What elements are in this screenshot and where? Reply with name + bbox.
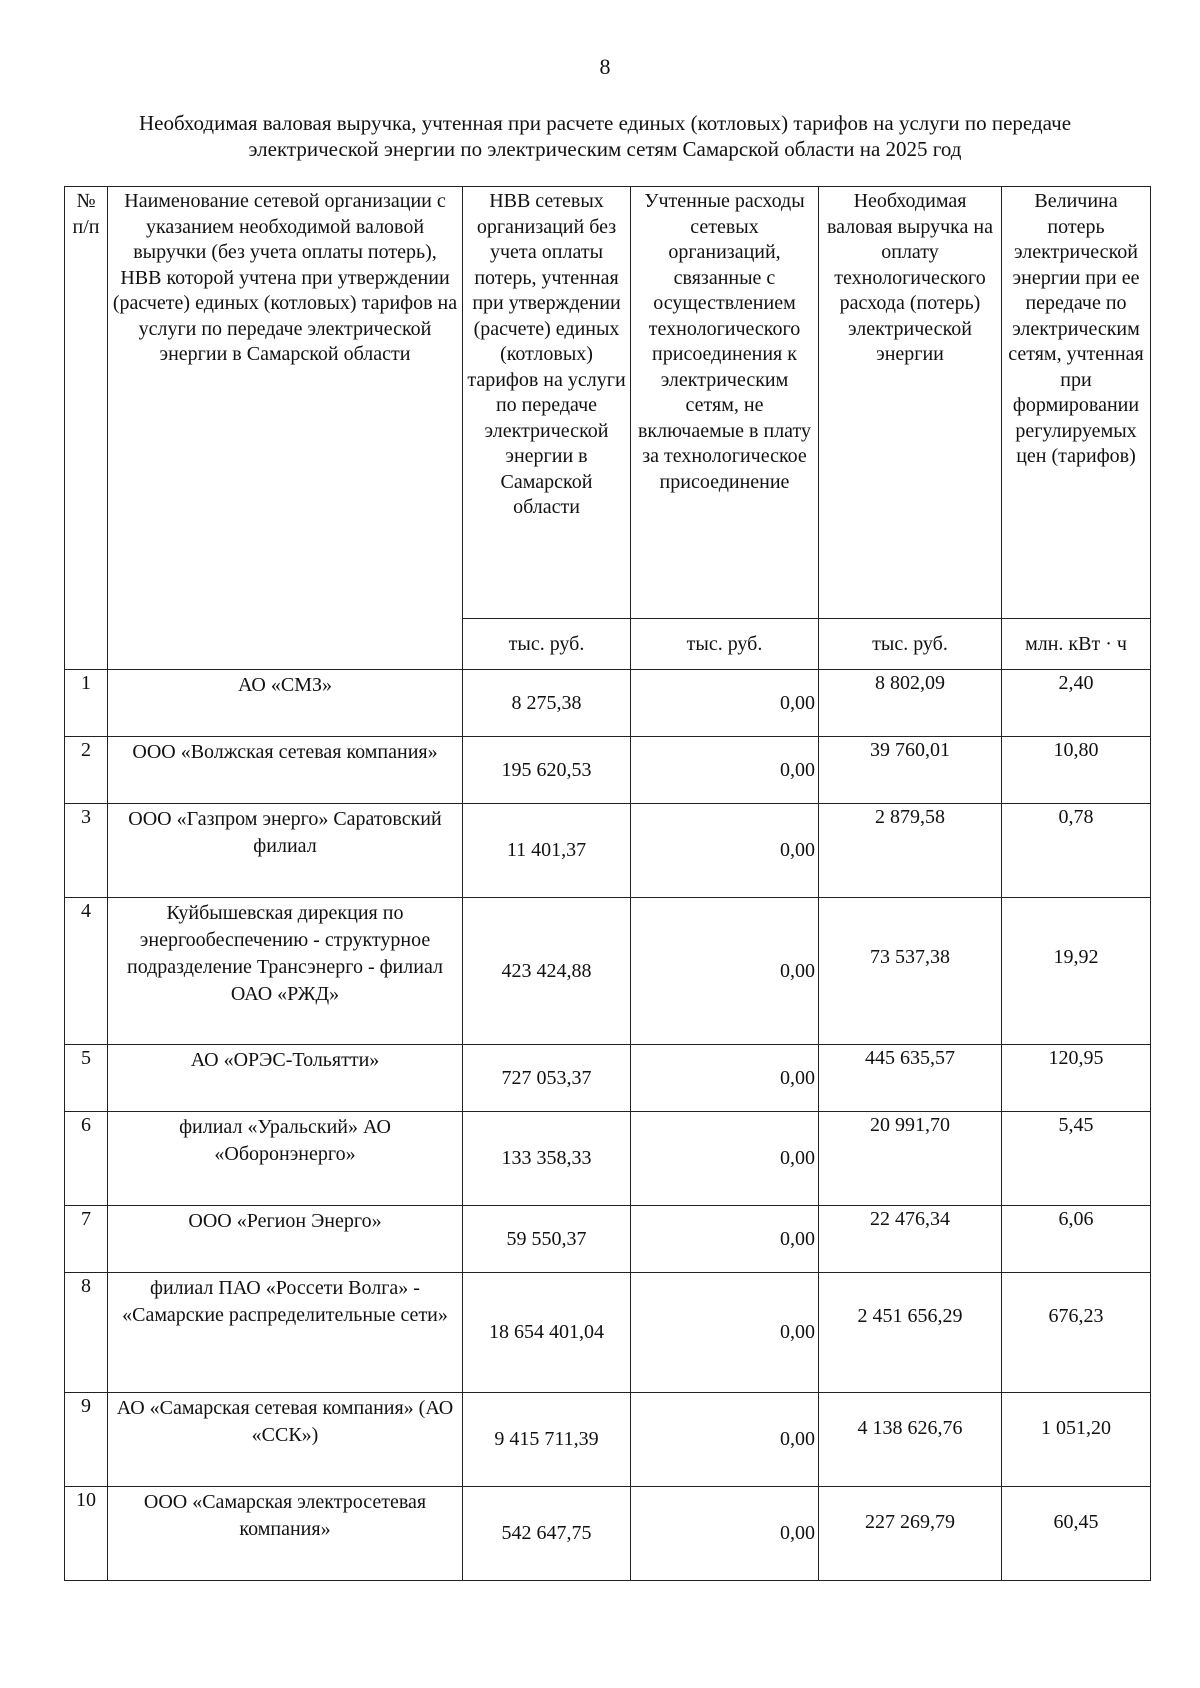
unit-nvv: тыс. руб.	[463, 619, 631, 670]
table-row	[65, 1112, 1151, 1206]
header-nvv: НВВ сетевых организаций без учета оплаты потерь, учтенная при утверждении (расчете) единых (котловых) тарифов на услуги по передаче электрической энергии в Самарской области	[463, 187, 631, 619]
nvv-losses-value: 39 760,01	[819, 737, 1002, 804]
nvv-losses-value: 445 635,57	[819, 1045, 1002, 1112]
header-num: № п/п	[65, 187, 108, 670]
nvv-losses-value: 2 879,58	[819, 804, 1002, 898]
nvv-value: 195 620,53	[463, 737, 631, 804]
losses-value: 1 051,20	[1002, 1393, 1151, 1487]
organization-name: филиал ПАО «Россети Волга» - «Самарские распределительные сети»	[108, 1273, 463, 1393]
header-losses: Величина потерь электрической энергии при ее передаче по электрическим сетям, учтенная при формировании регулируемых цен (тарифов)	[1002, 187, 1151, 619]
nvv-losses-value: 227 269,79	[819, 1487, 1002, 1581]
table-row	[65, 1273, 1151, 1393]
header-nvv-losses: Необходимая валовая выручка на оплату технологического расхода (потерь) электрической энергии	[819, 187, 1002, 619]
nvv-value: 727 053,37	[463, 1045, 631, 1112]
expenses-value: 0,00	[631, 1045, 819, 1112]
row-number: 7	[65, 1206, 108, 1273]
losses-value: 60,45	[1002, 1487, 1151, 1581]
organization-name: ООО «Регион Энерго»	[108, 1206, 463, 1273]
table-row	[65, 670, 1151, 737]
nvv-losses-value: 20 991,70	[819, 1112, 1002, 1206]
nvv-value: 8 275,38	[463, 670, 631, 737]
header-expenses: Учтенные расходы сетевых организаций, связанные с осуществлением технологического присоединения к электрическим сетям, не включаемые в плату за технологическое присоединение	[631, 187, 819, 619]
nvv-value: 59 550,37	[463, 1206, 631, 1273]
organization-name: Куйбышевская дирекция по энергообеспечению - структурное подразделение Трансэнерго - филиал ОАО «РЖД»	[108, 898, 463, 1045]
row-number: 5	[65, 1045, 108, 1112]
losses-value: 2,40	[1002, 670, 1151, 737]
organization-name: АО «СМЗ»	[108, 670, 463, 737]
nvv-value: 18 654 401,04	[463, 1273, 631, 1393]
expenses-value: 0,00	[631, 1112, 819, 1206]
row-number: 4	[65, 898, 108, 1045]
row-number: 10	[65, 1487, 108, 1581]
organization-name: ООО «Самарская электросетевая компания»	[108, 1487, 463, 1581]
table-row	[65, 1487, 1151, 1581]
expenses-value: 0,00	[631, 1393, 819, 1487]
nvv-losses-value: 2 451 656,29	[819, 1273, 1002, 1393]
losses-value: 676,23	[1002, 1273, 1151, 1393]
losses-value: 10,80	[1002, 737, 1151, 804]
table-row	[65, 1045, 1151, 1112]
organization-name: АО «ОРЭС-Тольятти»	[108, 1045, 463, 1112]
row-number: 2	[65, 737, 108, 804]
organization-name: ООО «Газпром энерго» Саратовский филиал	[108, 804, 463, 898]
expenses-value: 0,00	[631, 1273, 819, 1393]
losses-value: 6,06	[1002, 1206, 1151, 1273]
nvv-losses-value: 73 537,38	[819, 898, 1002, 1045]
table-row	[65, 1393, 1151, 1487]
nvv-value: 542 647,75	[463, 1487, 631, 1581]
unit-losses: млн. кВт · ч	[1002, 619, 1151, 670]
nvv-losses-value: 4 138 626,76	[819, 1393, 1002, 1487]
table-row	[65, 737, 1151, 804]
nvv-value: 9 415 711,39	[463, 1393, 631, 1487]
expenses-value: 0,00	[631, 670, 819, 737]
document-title: Необходимая валовая выручка, учтенная при расчете единых (котловых) тарифов на услуги по передаче электрической энергии по электрическим сетям Самарской области на 2025 год	[138, 111, 1072, 161]
row-number: 8	[65, 1273, 108, 1393]
row-number: 3	[65, 804, 108, 898]
organization-name: филиал «Уральский» АО «Оборонэнерго»	[108, 1112, 463, 1206]
expenses-value: 0,00	[631, 804, 819, 898]
losses-value: 120,95	[1002, 1045, 1151, 1112]
unit-nvv-losses: тыс. руб.	[819, 619, 1002, 670]
expenses-value: 0,00	[631, 1206, 819, 1273]
row-number: 9	[65, 1393, 108, 1487]
row-number: 1	[65, 670, 108, 737]
expenses-value: 0,00	[631, 737, 819, 804]
table-row	[65, 1206, 1151, 1273]
nvv-value: 11 401,37	[463, 804, 631, 898]
row-number: 6	[65, 1112, 108, 1206]
page-number: 8	[599, 54, 611, 79]
nvv-losses-value: 8 802,09	[819, 670, 1002, 737]
nvv-value: 423 424,88	[463, 898, 631, 1045]
expenses-value: 0,00	[631, 1487, 819, 1581]
expenses-value: 0,00	[631, 898, 819, 1045]
losses-value: 5,45	[1002, 1112, 1151, 1206]
nvv-value: 133 358,33	[463, 1112, 631, 1206]
nvv-losses-value: 22 476,34	[819, 1206, 1002, 1273]
table-row	[65, 898, 1151, 1045]
losses-value: 19,92	[1002, 898, 1151, 1045]
header-organization-name: Наименование сетевой организации с указанием необходимой валовой выручки (без учета оплаты потерь), НВВ которой учтена при утверждении (расчете) единых (котловых) тарифов на услуги по передаче электрической энергии в Самарской области	[108, 187, 463, 670]
losses-value: 0,78	[1002, 804, 1151, 898]
organization-name: ООО «Волжская сетевая компания»	[108, 737, 463, 804]
unit-expenses: тыс. руб.	[631, 619, 819, 670]
tariff-table	[64, 186, 1151, 1581]
table-row	[65, 804, 1151, 898]
organization-name: АО «Самарская сетевая компания» (АО «ССК»)	[108, 1393, 463, 1487]
